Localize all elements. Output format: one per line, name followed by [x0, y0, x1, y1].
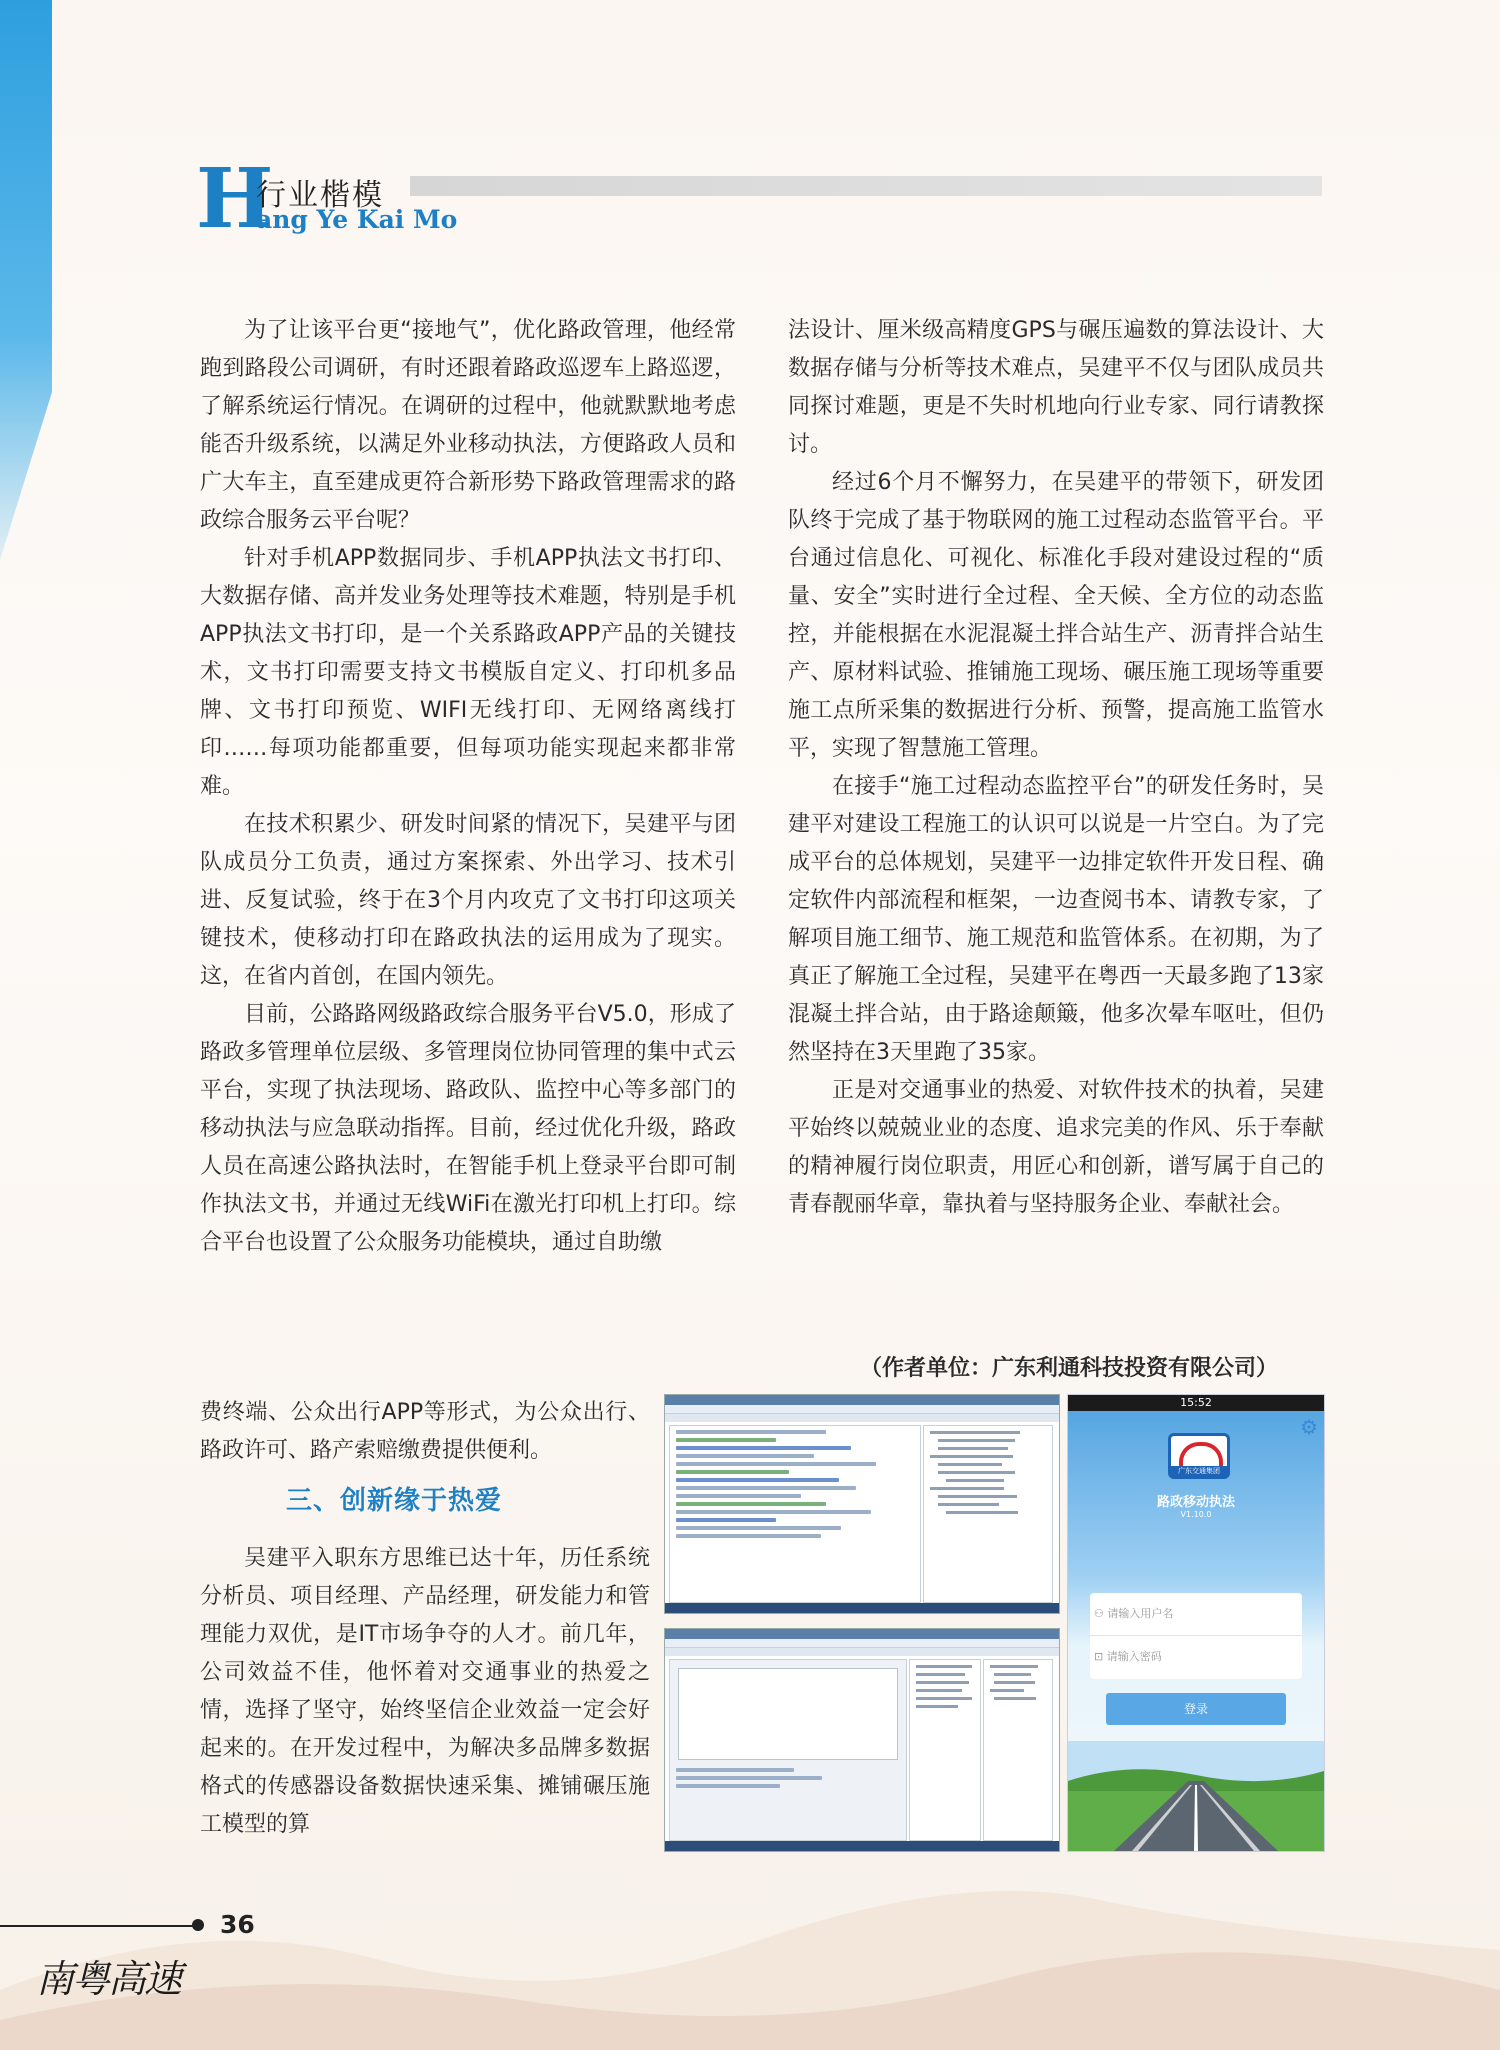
article-column-left-narrow — [200, 1394, 650, 1470]
window-toolbar — [665, 1414, 1059, 1422]
window-menubar — [665, 1405, 1059, 1414]
phone-status-bar: 15:52 — [1068, 1395, 1324, 1411]
ide-screenshot-code — [664, 1394, 1060, 1614]
highway-illustration — [1068, 1741, 1324, 1851]
paragraph: 正是对交通事业的热爱、对软件技术的执着，吴建平始终以兢兢业业的态度、追求完美的作风、乐于奉献的精神履行岗位职责，用匠心和创新，谱写属于自己的青春靓丽华章，靠执着与坚持服务企业、奉献社会。 — [788, 1078, 1324, 1217]
properties-pane — [909, 1659, 981, 1841]
section-heading: 三、创新缘于热爱 — [286, 1486, 503, 1516]
article-column-left-section — [200, 1540, 650, 1844]
section-title: 行业楷模 — [256, 178, 384, 213]
footer-rule — [0, 1925, 194, 1927]
decorative-side-stripe — [0, 0, 52, 560]
os-taskbar — [665, 1603, 1059, 1613]
paragraph: 针对手机APP数据同步、手机APP执法文书打印、大数据存储、高并发业务处理等技术难题，特别是手机APP执法文书打印，是一个关系路政APP产品的关键技术，文书打印需要支持文书模版自定义、打印机多品牌、文书打印预览、WIFI无线打印、无网络离线打印……每项功能都重要，但每项功能实现起来都非常难。 — [200, 546, 736, 799]
form-designer-pane — [669, 1659, 907, 1841]
username-field[interactable]: ⚇ 请输入用户名 — [1090, 1593, 1302, 1636]
paragraph: 经过6个月不懈努力，在吴建平的带领下，研发团队终于完成了基于物联网的施工过程动态监管平台。平台通过信息化、可视化、标准化手段对建设过程的“质量、安全”实时进行全过程、全天候、全方位的动态监控，并能根据在水泥混凝土拌合站生产、沥青拌合站生产、原材料试验、推铺施工现场、碾压施工现场等重要施工点所采集的数据进行分析、预警，提高施工监管水平，实现了智慧施工管理。 — [788, 470, 1324, 761]
code-editor-pane — [669, 1425, 921, 1603]
paragraph: 法设计、厘米级高精度GPS与碾压遍数的算法设计、大数据存储与分析等技术难点，吴建平不仅与团队成员共同探讨难题，更是不失时机地向行业专家、同行请教探讨。 — [788, 318, 1324, 457]
paragraph: 在接手“施工过程动态监控平台”的研发任务时，吴建平对建设工程施工的认识可以说是一片空白。为了完成平台的总体规划，吴建平一边排定软件开发日程、确定软件内部流程和框架，一边查阅书本、请教专家，了解项目施工细节、施工规范和监管体系。在初期，为了真正了解施工全过程，吴建平在粤西一天最多跑了13家混凝土拌合站，由于路途颠簸，他多次晕车呕吐，但仍然坚持在3天里跑了35家。 — [788, 774, 1324, 1065]
section-title-pinyin: ang Ye Kai Mo — [256, 205, 458, 234]
article-column-right — [788, 312, 1324, 1224]
header-bar — [410, 176, 1322, 196]
paragraph: 为了让该平台更“接地气”，优化路政管理，他经常跑到路段公司调研，有时还跟着路政巡逻车上路巡逻，了解系统运行情况。在调研的过程中，他就默默地考虑能否升级系统，以满足外业移动执法，方便路政人员和广大车主，直至建成更符合新形势下路政管理需求的路政综合服务云平台呢？ — [200, 318, 736, 533]
mobile-app-screenshot — [1067, 1394, 1325, 1852]
app-version: V1.10.0 — [1180, 1510, 1212, 1519]
article-column-left — [200, 312, 736, 1262]
settings-gear-icon[interactable]: ⚙ — [1300, 1415, 1318, 1439]
author-affiliation: （作者单位：广东利通科技投资有限公司） — [860, 1356, 1279, 1381]
user-icon: ⚇ — [1094, 1607, 1104, 1620]
solution-explorer-pane — [983, 1659, 1053, 1841]
window-toolbar — [665, 1648, 1059, 1656]
page-number: 36 — [220, 1910, 255, 1939]
ide-screenshot-designer — [664, 1628, 1060, 1852]
password-field[interactable]: ⊡ 请输入密码 — [1094, 1650, 1162, 1663]
footer-dot — [192, 1919, 204, 1931]
paragraph: 在技术积累少、研发时间紧的情况下，吴建平与团队成员分工负责，通过方案探索、外出学习、技术引进、反复试验，终于在3个月内攻克了文书打印这项关键技术，使移动打印在路政执法的运用成为了现实。这，在省内首创，在国内领先。 — [200, 812, 736, 989]
window-titlebar — [665, 1629, 1059, 1639]
solution-explorer-pane — [923, 1425, 1053, 1603]
os-taskbar — [665, 1841, 1059, 1851]
paragraph: 费终端、公众出行APP等形式，为公众出行、路政许可、路产索赔缴费提供便利。 — [200, 1400, 650, 1463]
section-logo-letter: H — [196, 151, 274, 247]
paragraph: 目前，公路路网级路政综合服务平台V5.0，形成了路政多管理单位层级、多管理岗位协同管理的集中式云平台，实现了执法现场、路政队、监控中心等多部门的移动执法与应急联动指挥。目前，经过优化升级，路政人员在高速公路执法时，在智能手机上登录平台即可制作执法文书，并通过无线WiFi在激光打印机上打印。综合平台也设置了公众服务功能模块，通过自助缴 — [200, 1002, 736, 1255]
login-form — [1090, 1593, 1302, 1679]
company-logo: 广东交通集团 — [1168, 1433, 1230, 1479]
app-title: 路政移动执法 — [1156, 1495, 1235, 1510]
window-titlebar — [665, 1395, 1059, 1405]
login-button[interactable]: 登录 — [1106, 1693, 1286, 1725]
paragraph: 吴建平入职东方思维已达十年，历任系统分析员、项目经理、产品经理，研发能力和管理能力双优，是IT市场争夺的人才。前几年，公司效益不佳，他怀着对交通事业的热爱之情，选择了坚守，始终坚信企业效益一定会好起来的。在开发过程中，为解决多品牌多数据格式的传感器设备数据快速采集、摊铺碾压施工模型的算 — [200, 1546, 650, 1837]
window-menubar — [665, 1639, 1059, 1648]
lock-icon: ⊡ — [1094, 1650, 1104, 1663]
magazine-logo: 南粤高速 — [36, 1957, 181, 2001]
